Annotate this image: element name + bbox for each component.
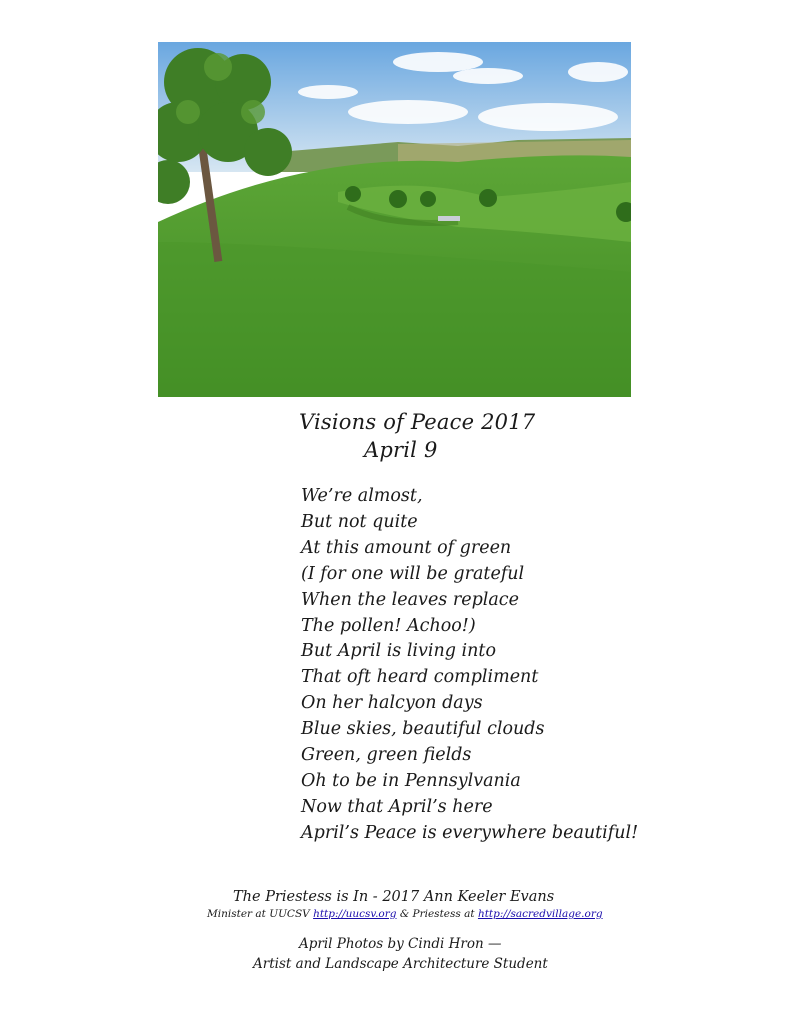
poem-line: Oh to be in Pennsylvania	[301, 770, 521, 791]
page-date: April 9	[364, 438, 438, 462]
photographer-description: Artist and Landscape Architecture Student	[253, 956, 548, 972]
poem-line: Now that April’s here	[301, 796, 493, 817]
poem-line: Blue skies, beautiful clouds	[301, 719, 545, 740]
poem-line: That oft heard compliment	[301, 667, 539, 688]
poem-line: We’re almost,	[301, 486, 423, 506]
poem-line: Green, green fields	[301, 745, 472, 766]
poem-line: But not quite	[301, 511, 418, 532]
minister-label: Minister at UUCSV	[207, 908, 310, 920]
poem-line: The pollen! Achoo!)	[301, 615, 476, 636]
poem-line: April’s Peace is everywhere beautiful!	[301, 822, 639, 843]
affiliation-line	[207, 908, 603, 920]
photo-credit: April Photos by Cindi Hron —	[299, 936, 502, 952]
author-credit: The Priestess is In - 2017 Ann Keeler Evans	[233, 889, 555, 905]
landscape-photo	[158, 42, 631, 397]
sacredvillage-link[interactable]: http://sacredvillage.org	[477, 908, 603, 920]
poem	[301, 484, 638, 847]
priestess-label: & Priestess at	[399, 908, 475, 920]
page-title: Visions of Peace 2017	[299, 410, 536, 434]
poem-line: At this amount of green	[301, 537, 512, 558]
poem-line: When the leaves replace	[301, 589, 519, 610]
poem-line: On her halcyon days	[301, 693, 483, 714]
poem-line: (I for one will be grateful	[301, 563, 525, 584]
poem-line: But April is living into	[301, 641, 496, 662]
uucsv-link[interactable]: http://uucsv.org	[313, 908, 397, 920]
